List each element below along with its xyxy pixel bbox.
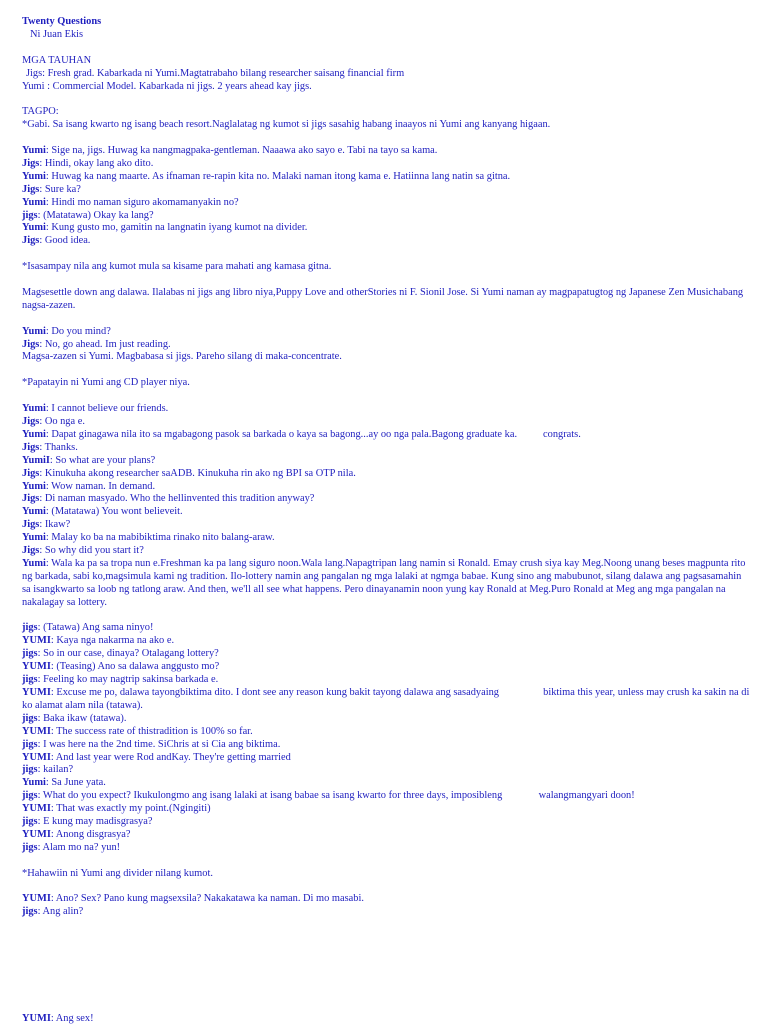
speaker: Yumi [22,196,46,208]
speech: : (Matatawa) You wont believeit. [45,506,183,518]
dialogue-line [22,351,752,364]
speech: : What do you expect? Ikukulongmo ang isang lalaki at isang babae sa isang kwarto for three days, imposibleng walangmangyari doon! [37,790,635,802]
dialogue-line [22,171,752,184]
speaker: YUMI [22,725,51,737]
speaker: jigs [22,209,38,221]
speech: : Sige na, jigs. Huwag ka nangmagpaka-gentleman. Naaawa ako sayo e. Tabi na tayo sa kama. [45,145,438,157]
dialogue-line [22,648,752,661]
speaker: jigs [22,906,38,918]
dialogue-line [22,558,752,610]
dialogue-line [22,687,752,713]
speaker: YUMI [22,661,51,673]
speaker: Jigs [22,338,40,350]
speech: : Thanks. [39,441,78,453]
dialogue-line [22,493,752,506]
speech: : (Matatawa) Okay ka lang? [37,209,154,221]
stage-direction-2: *Papatayin ni Yumi ang CD player niya. [22,377,190,389]
dialogue-block-4 [22,622,752,854]
speaker: Jigs [22,519,40,531]
speaker: jigs [22,674,38,686]
speech: : Ikaw? [39,519,71,531]
speech: : Di naman masyado. Who the hellinvented this tradition anyway? [39,493,315,505]
speech: : And last year were Rod andKay. They're getting married [50,751,291,763]
dialogue-line [22,674,752,687]
dialogue-line [22,158,752,171]
dialogue-line [22,184,752,197]
dialogue-line [22,622,752,635]
speaker: jigs [22,622,38,634]
speech: : (Tatawa) Ang sama ninyo! [37,622,154,634]
speaker: jigs [22,764,38,776]
speaker: YUMI [22,1013,51,1024]
speech: : Dapat ginagawa nila ito sa mgabagong pasok sa barkada o kaya sa bagong...ay oo nga pala.Bagong graduate ka. congrats. [45,428,581,440]
speech: Magsa-zazen si Yumi. Magbabasa si jigs. Pareho silang di maka-concentrate. [22,351,342,363]
dialogue-line [22,429,752,442]
speech: : Hindi mo naman siguro akomamanyakin no? [45,196,239,208]
speech: : So in our case, dinaya? Otalagang lottery? [37,648,219,660]
speaker: Yumi [22,145,46,157]
speech: : (Teasing) Ano sa dalawa anggusto mo? [50,661,220,673]
speaker: Jigs [22,415,40,427]
speech: : Hindi, okay lang ako dito. [39,157,154,169]
speech: : Anong disgrasya? [50,828,131,840]
speaker: YUMI [22,635,51,647]
dialogue-line [22,803,752,816]
speaker: Yumi [22,506,46,518]
stage-direction-3: *Hahawiin ni Yumi ang divider nilang kumot. [22,867,213,879]
speech: : Sure ka? [39,183,81,195]
dialogue-line [22,764,752,777]
script-page [22,16,752,919]
dialogue-line [22,532,752,545]
dialogue-line [22,635,752,648]
dialogue-line [22,326,752,339]
dialogue-line [22,481,752,494]
speech: : So what are your plans? [49,454,156,466]
dialogue-block-3 [22,403,752,610]
scene-heading: TAGPO: [22,106,59,118]
dialogue-block-5 [22,893,752,919]
dialogue-line [22,519,752,532]
dialogue-line [22,790,752,803]
dialogue-line [22,416,752,429]
speech: : Huwag ka nang maarte. As ifnaman re-rapin kita no. Malaki naman itong kama e. Hatiinna lang natin sa gitna. [45,170,511,182]
narration-1: Magsesettle down ang dalawa. Ilalabas ni jigs ang libro niya,Puppy Love and otherStories ni F. Sionil Jose. Si Yumi naman ay magpapatugtog ng Japanese Zen Musichabang nagsa-zazen. [22,286,744,311]
dialogue-line [22,713,752,726]
speaker: Yumi [22,777,46,789]
speaker: jigs [22,841,38,853]
dialogue-line [22,210,752,223]
speech: : Malay ko ba na mabibiktima rinako nito balang-araw. [45,532,275,544]
dialogue-line [22,842,752,855]
speech: : Wala ka pa sa tropa nun e.Freshman ka pa lang siguro noon.Wala lang.Napagtripan lang namin si Ronald. Emay crush siya kay Meg.Noong unang beses magpunta rito ng barkada, sabi ko,magsimula kami ng tradition. Ilo-lottery namin ang pangalan ng mga lalaki at ngmga babae. Kung sino ang mabubunot, silang dalawa ang pagsasamahin sa isangkwarto sa loob ng tatlong araw. And then, we'll all see what happens. Pero dinayanamin noon yung kay Ronald at Meg.Puro Ronald at Meg ang mga pangalan na nakalagay sa lottery. [22,557,749,608]
speaker: jigs [22,816,38,828]
speech: : So why did you start it? [39,545,144,557]
document-title: Twenty Questions [22,16,102,27]
speech: : Feeling ko may nagtrip sakinsa barkada e. [37,674,219,686]
speech: : Good idea. [39,235,91,247]
dialogue-line [22,222,752,235]
speaker: Yumi [22,557,46,569]
speaker: jigs [22,712,38,724]
speech: : Wow naman. In demand. [45,480,156,492]
dialogue-line [22,197,752,210]
author-line: Ni Juan Ekis [30,28,84,40]
speaker: Jigs [22,545,40,557]
dialogue-line [22,455,752,468]
speaker: Yumi [22,403,46,415]
dialogue-block-1 [22,145,752,248]
speech: : Ang alin? [37,906,84,918]
speech: : Oo nga e. [39,415,85,427]
scene-text: *Gabi. Sa isang kwarto ng isang beach resort.Naglalatag ng kumot si jigs sasahig habang inaayos ni Yumi ang kanyang higaan. [22,119,551,131]
dialogue-line [22,906,752,919]
speech: : kailan? [37,764,74,776]
dialogue-line [22,506,752,519]
speaker: Yumi [22,170,46,182]
dialogue-line [22,752,752,765]
dialogue-line [22,468,752,481]
dialogue-line [22,829,752,842]
speaker: Jigs [22,493,40,505]
speaker: YUMI [22,686,51,698]
speaker: YUMI [22,803,51,815]
character-jigs: Jigs: Fresh grad. Kabarkada ni Yumi.Magtatrabaho bilang researcher saisang financial firm [26,67,405,79]
speech: : The success rate of thistradition is 100% so far. [50,725,253,737]
speech: : Kaya nga nakarma na ako e. [50,635,175,647]
dialogue-line [22,816,752,829]
dialogue-line [22,726,752,739]
speech: : Do you mind? [45,325,111,337]
speech: : I cannot believe our friends. [45,403,169,415]
speech: : Ano? Sex? Pano kung magsexsila? Nakakatawa ka naman. Di mo masabi. [50,893,364,905]
dialogue-line [22,739,752,752]
speech: : Sa June yata. [45,777,106,789]
speaker: jigs [22,648,38,660]
dialogue-line [22,339,752,352]
speech: : Alam mo na? yun! [37,841,121,853]
speech: : That was exactly my point.(Ngingiti) [50,803,211,815]
speech: : Kinukuha akong researcher saADB. Kinukuha rin ako ng BPI sa OTP nila. [39,467,356,479]
speech: : Kung gusto mo, gamitin na langnatin iyang kumot na divider. [45,222,308,234]
speaker: Jigs [22,157,40,169]
character-yumi: Yumi : Commercial Model. Kabarkada ni jigs. 2 years ahead kay jigs. [22,80,312,92]
speaker: Jigs [22,467,40,479]
speech: : No, go ahead. Im just reading. [39,338,171,350]
speaker: YUMI [22,828,51,840]
dialogue-line [22,235,752,248]
dialogue-line [22,403,752,416]
stage-direction-1: *Isasampay nila ang kumot mula sa kisame para mahati ang kamasa gitna. [22,261,332,273]
dialogue-block-2 [22,326,752,365]
characters-heading: MGA TAUHAN [22,54,92,66]
dialogue-line [22,661,752,674]
speaker: YUMI [22,893,51,905]
speaker: jigs [22,738,38,750]
dialogue-line [22,545,752,558]
dialogue-line [22,442,752,455]
speaker: Yumi [22,480,46,492]
speaker: YUMI [22,751,51,763]
speech: : I was here na the 2nd time. SiChris at si Cia ang biktima. [37,738,281,750]
speaker: Yumi [22,532,46,544]
speaker: Jigs [22,441,40,453]
speaker: Yumi [22,325,46,337]
speech: : Excuse me po, dalawa tayongbiktima dito. I dont see any reason kung bakit tayong dalawa ang sasadyaing biktima this year, unless may crush ka sakin na di ko alamat alam nila (tatawa). [22,686,752,711]
speaker: Jigs [22,235,40,247]
dialogue-line [22,145,752,158]
speech: : Baka ikaw (tatawa). [37,712,127,724]
speaker: YumiI [22,454,50,466]
dialogue-line [22,777,752,790]
speech: : E kung may madisgrasya? [37,816,153,828]
speaker: Yumi [22,222,46,234]
speaker: Jigs [22,183,40,195]
speech: : Ang sex! [50,1013,94,1024]
dialogue-line [22,893,752,906]
speaker: jigs [22,790,38,802]
speaker: Yumi [22,428,46,440]
